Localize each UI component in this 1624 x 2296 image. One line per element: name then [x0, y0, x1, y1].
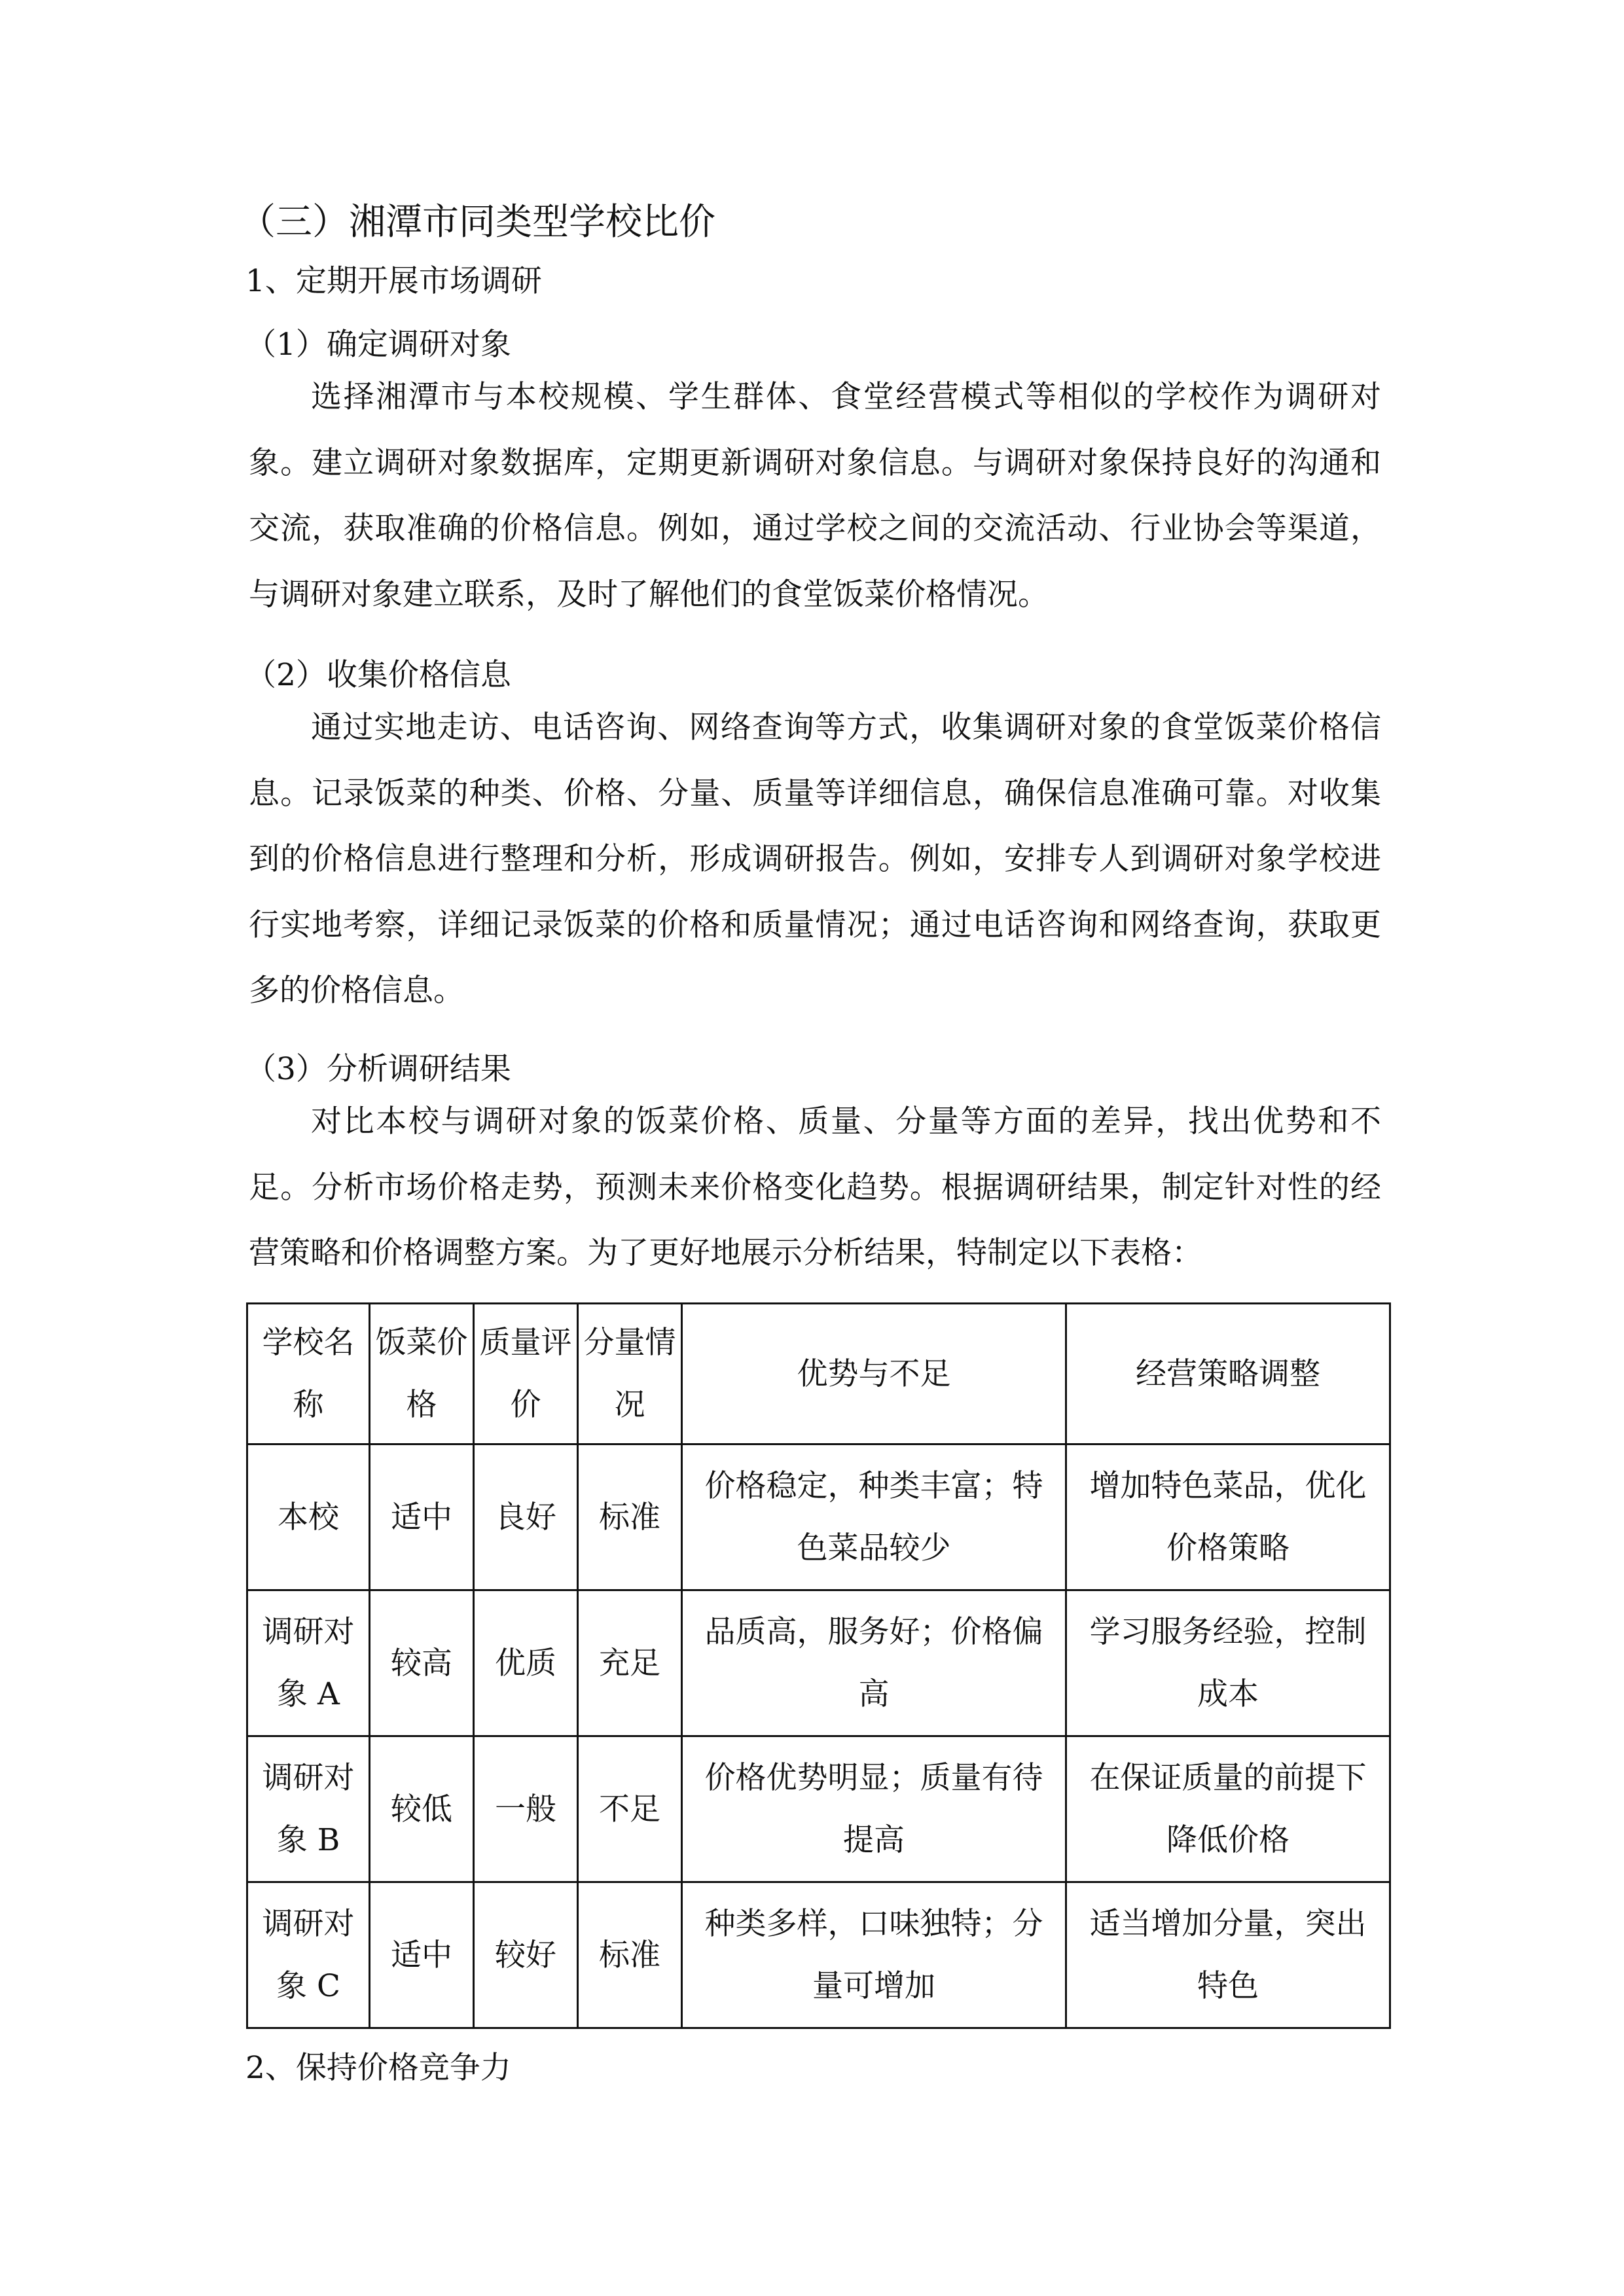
- cell-quality: 良好: [474, 1444, 578, 1590]
- cell-pros-cons: 种类多样，口味独特；分量可增加: [682, 1882, 1066, 2028]
- cell-portion: 不足: [578, 1736, 682, 1882]
- cell-strategy: 适当增加分量，突出特色: [1066, 1882, 1390, 2028]
- header-quality: 质量评价: [474, 1304, 578, 1444]
- table-header-row: [247, 1304, 1390, 1444]
- cell-pros-cons: 价格稳定，种类丰富；特色菜品较少: [682, 1444, 1066, 1590]
- table-row: [247, 1882, 1390, 2028]
- cell-meal-price: 较低: [370, 1736, 474, 1882]
- cell-quality: 一般: [474, 1736, 578, 1882]
- cell-pros-cons: 价格优势明显；质量有待提高: [682, 1736, 1066, 1882]
- section-heading: （三）湘潭市同类型学校比价: [239, 201, 715, 243]
- cell-school-name: 本校: [247, 1444, 370, 1590]
- header-meal-price: 饭菜价格: [370, 1304, 474, 1444]
- cell-quality: 优质: [474, 1590, 578, 1736]
- sub2-title: （2）收集价格信息: [245, 657, 511, 693]
- cell-pros-cons: 品质高，服务好；价格偏高: [682, 1590, 1066, 1736]
- header-pros-cons: 优势与不足: [682, 1304, 1066, 1444]
- sub1-body: 选择湘潭市与本校规模、学生群体、食堂经营模式等相似的学校作为调研对象。建立调研对象数据库，定期更新调研对象信息。与调研对象保持良好的沟通和交流，获取准确的价格信息。例如，通过学校之间的交流活动、行业协会等渠道，与调研对象建立联系，及时了解他们的食堂饭菜价格情况。: [249, 379, 1381, 613]
- header-school-name: 学校名称: [247, 1304, 370, 1444]
- cell-strategy: 学习服务经验，控制成本: [1066, 1590, 1390, 1736]
- cell-school-name: 调研对象 B: [247, 1736, 370, 1882]
- sub3-body: 对比本校与调研对象的饭菜价格、质量、分量等方面的差异，找出优势和不足。分析市场价格走势，预测未来价格变化趋势。根据调研结果，制定针对性的经营策略和价格调整方案。为了更好地展示分析结果，特制定以下表格：: [249, 1103, 1381, 1271]
- cell-quality: 较好: [474, 1882, 578, 2028]
- cell-strategy: 增加特色菜品，优化价格策略: [1066, 1444, 1390, 1590]
- table-row: [247, 1736, 1390, 1882]
- table-row: [247, 1590, 1390, 1736]
- cell-portion: 充足: [578, 1590, 682, 1736]
- cell-school-name: 调研对象 C: [247, 1882, 370, 2028]
- cell-portion: 标准: [578, 1882, 682, 2028]
- cell-meal-price: 适中: [370, 1882, 474, 2028]
- cell-strategy: 在保证质量的前提下降低价格: [1066, 1736, 1390, 1882]
- header-portion: 分量情况: [578, 1304, 682, 1444]
- comparison-table: [246, 1302, 1391, 2029]
- cell-meal-price: 适中: [370, 1444, 474, 1590]
- header-strategy: 经营策略调整: [1066, 1304, 1390, 1444]
- item1-title: 1、定期开展市场调研: [245, 263, 542, 299]
- item2-title: 2、保持价格竞争力: [245, 2050, 511, 2086]
- cell-school-name: 调研对象 A: [247, 1590, 370, 1736]
- sub3-title: （3）分析调研结果: [245, 1051, 511, 1087]
- sub2-body: 通过实地走访、电话咨询、网络查询等方式，收集调研对象的食堂饭菜价格信息。记录饭菜的种类、价格、分量、质量等详细信息，确保信息准确可靠。对收集到的价格信息进行整理和分析，形成调研报告。例如，安排专人到调研对象学校进行实地考察，详细记录饭菜的价格和质量情况；通过电话咨询和网络查询，获取更多的价格信息。: [249, 709, 1381, 1009]
- table-row: [247, 1444, 1390, 1590]
- cell-meal-price: 较高: [370, 1590, 474, 1736]
- sub1-title: （1）确定调研对象: [245, 327, 511, 363]
- cell-portion: 标准: [578, 1444, 682, 1590]
